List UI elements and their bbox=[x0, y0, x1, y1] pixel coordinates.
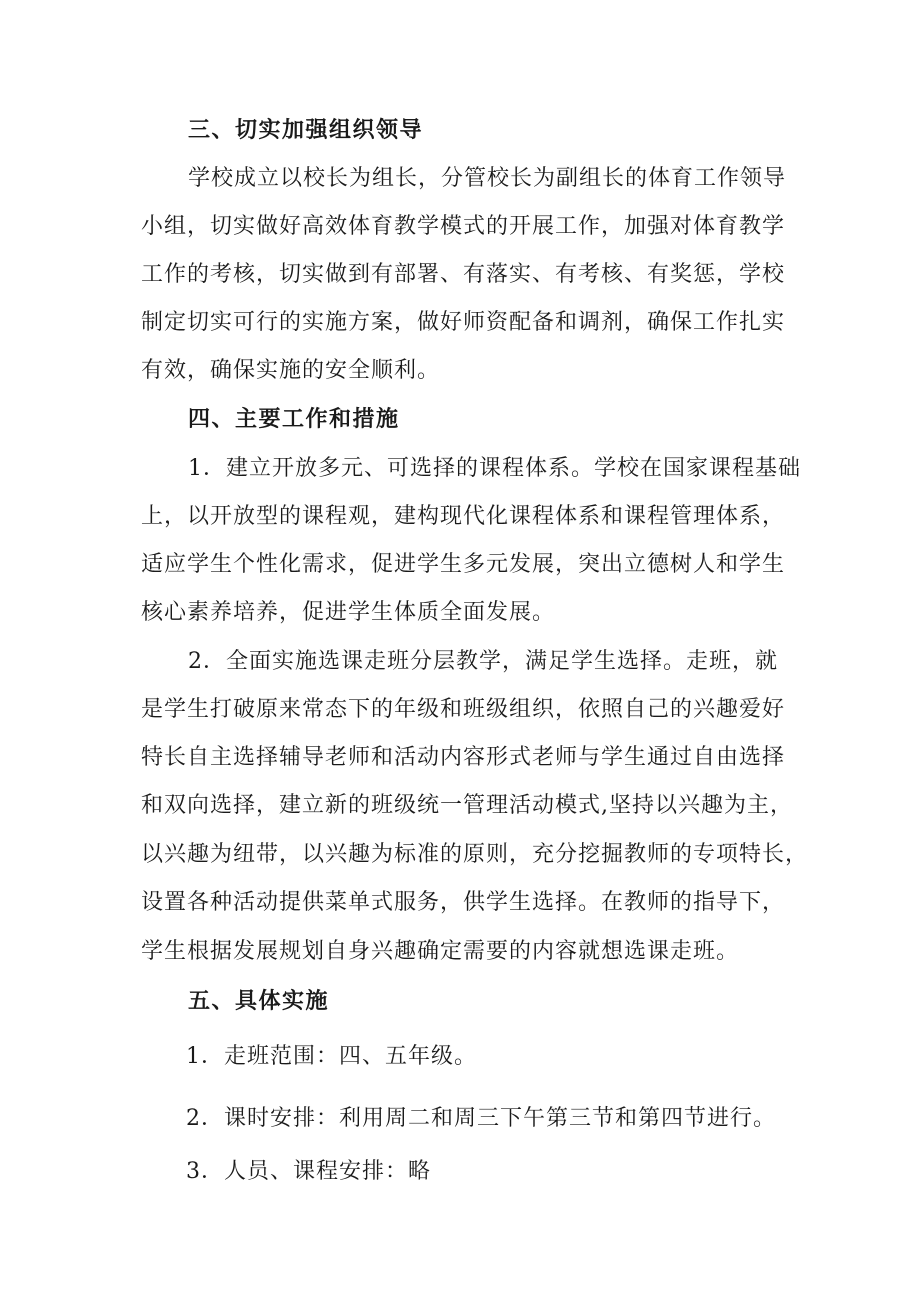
section-4-heading: 四、主要工作和措施 bbox=[188, 407, 400, 432]
section-3-line-4: 制定切实可行的实施方案，做好师资配备和调剂，确保工作扎实 bbox=[141, 310, 786, 335]
section-4-p1-line-3: 适应学生个性化需求，促进学生多元发展，突出立德树人和学生 bbox=[141, 552, 786, 577]
section-4-p1-line-4: 核心素养培养，促进学生体质全面发展。 bbox=[141, 600, 556, 625]
section-3-heading: 三、切实加强组织领导 bbox=[188, 118, 424, 143]
section-3-line-3: 工作的考核，切实做到有部署、有落实、有考核、有奖惩，学校 bbox=[141, 262, 786, 287]
section-4-p2-line-5: 以兴趣为纽带，以兴趣为标准的原则，充分挖掘教师的专项特长， bbox=[141, 842, 809, 867]
section-4-p2-line-4: 和双向选择，建立新的班级统一管理活动模式,坚持以兴趣为主， bbox=[141, 793, 793, 818]
section-5-heading: 五、具体实施 bbox=[188, 989, 330, 1014]
section-5-item-3: 3．人员、课程安排：略 bbox=[186, 1159, 431, 1184]
section-4-p2-line-6: 设置各种活动提供菜单式服务，供学生选择。在教师的指导下， bbox=[141, 890, 786, 915]
section-4-p2-line-3: 特长自主选择辅导老师和活动内容形式老师与学生通过自由选择 bbox=[141, 745, 786, 770]
section-4-p1-line-2: 上，以开放型的课程观，建构现代化课程体系和课程管理体系， bbox=[141, 504, 786, 529]
section-4-p2-line-2: 是学生打破原来常态下的年级和班级组织，依照自己的兴趣爱好 bbox=[141, 697, 786, 722]
section-4-p1-line-1: 1．建立开放多元、可选择的课程体系。学校在国家课程基础 bbox=[188, 456, 801, 481]
section-4-p2-line-7: 学生根据发展规划自身兴趣确定需要的内容就想选课走班。 bbox=[141, 939, 740, 964]
section-3-line-5: 有效，确保实施的安全顺利。 bbox=[141, 358, 441, 383]
section-3-line-2: 小组，切实做好高效体育教学模式的开展工作，加强对体育教学 bbox=[141, 214, 786, 239]
section-5-item-2: 2．课时安排：利用周二和周三下午第三节和第四节进行。 bbox=[186, 1106, 776, 1131]
section-3-line-1: 学校成立以校长为组长，分管校长为副组长的体育工作领导 bbox=[188, 166, 787, 191]
section-5-item-1: 1．走班范围：四、五年级。 bbox=[186, 1044, 477, 1069]
section-4-p2-line-1: 2．全面实施选课走班分层教学，满足学生选择。走班，就 bbox=[188, 649, 778, 674]
